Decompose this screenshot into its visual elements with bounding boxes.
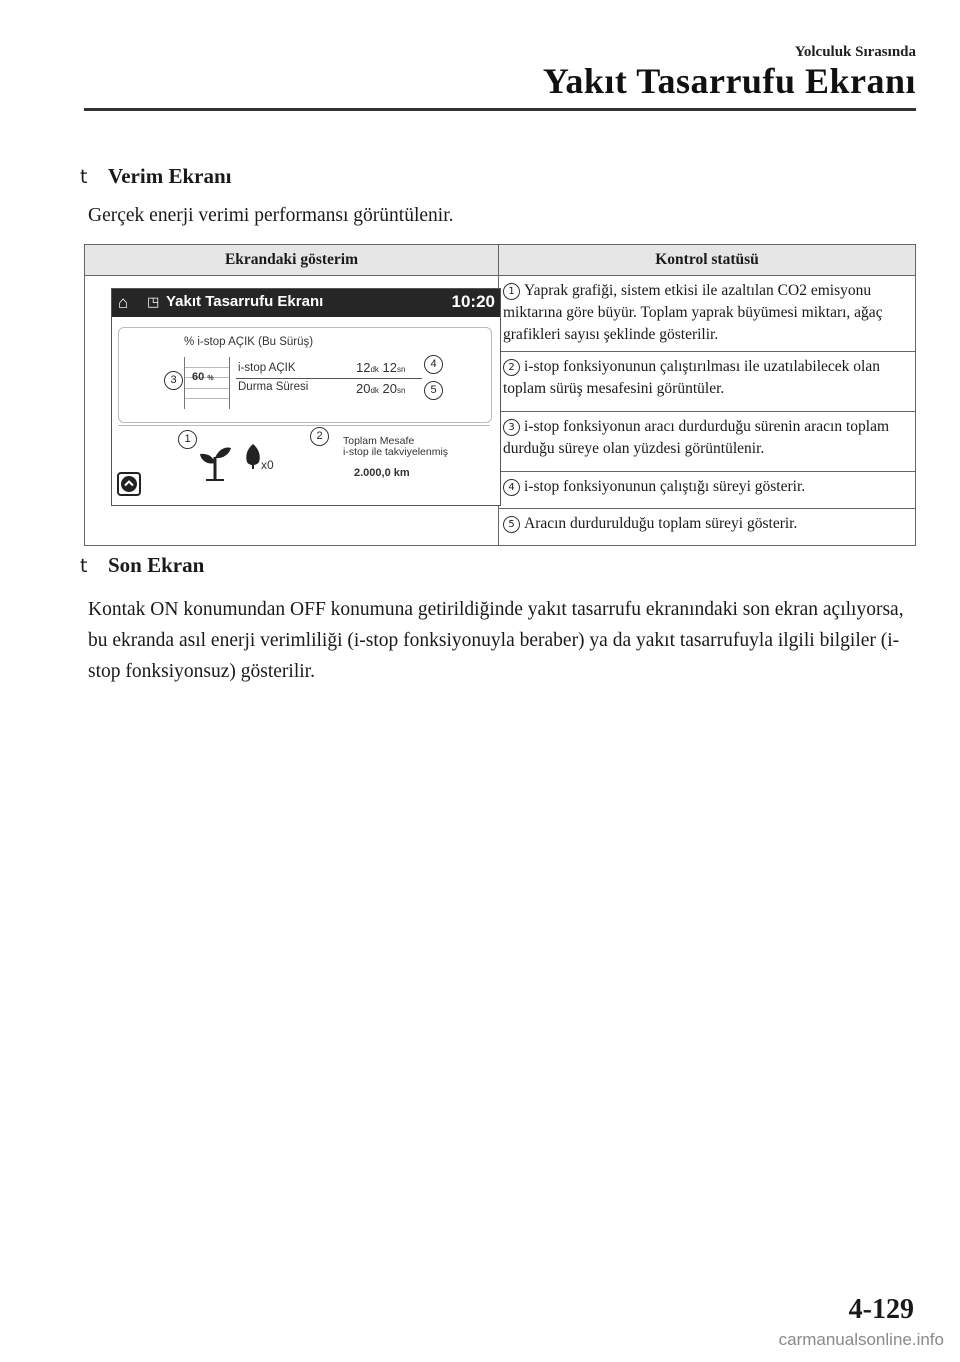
fuel-economy-screen (111, 288, 501, 506)
minute-unit: dk (370, 386, 379, 395)
istop-extended-label: i-stop ile takviyelenmiş (343, 446, 449, 458)
section-subtitle: Yolculuk Sırasında (794, 44, 916, 60)
istop-percent-label: % i-stop AÇIK (Bu Sürüş) (184, 336, 314, 348)
screen-clock: 10:20 (451, 292, 495, 311)
status-text: Aracın durdurulduğu toplam süreyi gösterir. (524, 515, 798, 532)
item-number: 3 (503, 419, 520, 436)
back-button[interactable] (117, 472, 141, 496)
app-icon: ◳ (147, 294, 160, 309)
stop-duration (356, 381, 405, 396)
tree-count: x0 (261, 458, 274, 472)
stop-time-label: Durma Süresi (238, 381, 309, 393)
istop-seconds: 12 (382, 360, 398, 375)
table-header-status: Kontrol statüsü (499, 245, 916, 276)
item-number: 2 (503, 359, 520, 376)
row-divider (236, 378, 422, 379)
screen-title: Yakıt Tasarrufu Ekranı (166, 293, 324, 310)
second-unit: sn (397, 365, 406, 374)
callout-5: 5 (424, 381, 443, 400)
watermark: carmanualsonline.info (778, 1330, 944, 1349)
son-paragraph: Kontak ON konumundan OFF konumuna getirildiğinde yakıt tasarrufu ekranındaki son ekran açılıyorsa, bu ekranda asıl enerji verimliliği (i-stop fonksiyonuyla beraber) ya da yakıt tasarrufuyla ilgili bilgiler (i-stop fonksiyonsuz) gösterilir. (88, 599, 904, 682)
status-text: Yaprak grafiği, sistem etkisi ile azaltılan CO2 emisyonu miktarına göre büyür. Toplam yaprak büyümesi miktarı, ağaç grafikleri sayısı şeklinde gösterilir. (503, 282, 883, 343)
display-illustration-cell (85, 276, 499, 546)
table-header-display: Ekrandaki gösterim (85, 245, 499, 276)
gauge-value (192, 371, 214, 383)
item-number: 4 (503, 479, 520, 496)
chevron-icon (119, 474, 139, 494)
page-number: 4-129 (848, 1294, 914, 1325)
status-cell (499, 276, 916, 352)
table-header-row (85, 245, 916, 276)
tree-icon (244, 443, 262, 469)
callout-3: 3 (164, 371, 183, 390)
screen-titlebar (112, 289, 500, 317)
stop-seconds: 20 (382, 381, 398, 396)
status-text: i-stop fonksiyonunun çalıştırılması ile uzatılabilecek olan toplam sürüş mesafesini görüntüler. (503, 358, 880, 397)
son-heading (80, 553, 204, 578)
status-cell (499, 509, 916, 546)
sprout-icon (198, 443, 232, 481)
total-distance-title: Toplam Mesafe (343, 435, 415, 447)
gauge-tick (185, 388, 229, 389)
istop-duration (356, 360, 405, 375)
status-cell (499, 412, 916, 472)
home-icon: ⌂ (118, 293, 129, 312)
gauge-number: 60 (192, 371, 205, 383)
distance-value: 2.000,0 km (354, 467, 410, 479)
bullet-icon: t (80, 554, 88, 577)
status-cell (499, 352, 916, 412)
item-number: 5 (503, 516, 520, 533)
verim-intro: Gerçek enerji verimi performansı görüntülenir. (88, 205, 454, 226)
table-row (85, 276, 916, 352)
page-title: Yakıt Tasarrufu Ekranı (542, 61, 916, 101)
status-text: i-stop fonksiyonun aracı durdurduğu sürenin aracın toplam durduğu süreye olan yüzdesi görüntülenir. (503, 418, 890, 457)
second-unit: sn (397, 386, 406, 395)
gauge-tick (185, 398, 229, 399)
stop-minutes: 20 (356, 381, 371, 396)
verim-heading (80, 164, 231, 189)
callout-1: 1 (178, 430, 197, 449)
istop-on-label: i-stop AÇIK (238, 362, 296, 374)
display-table (84, 244, 916, 546)
bullet-icon: t (80, 165, 88, 188)
header-divider (84, 108, 916, 111)
item-number: 1 (503, 283, 520, 300)
istop-minutes: 12 (356, 360, 371, 375)
callout-4: 4 (424, 355, 443, 374)
istop-gauge (184, 357, 230, 409)
status-text: i-stop fonksiyonunun çalıştığı süreyi gösterir. (524, 478, 806, 495)
total-distance-label (343, 436, 448, 458)
gauge-tick (185, 367, 229, 368)
gauge-unit: % (207, 375, 214, 382)
status-cell (499, 472, 916, 509)
verim-title: Verim Ekranı (108, 164, 232, 188)
minute-unit: dk (370, 365, 379, 374)
son-title: Son Ekran (108, 553, 205, 577)
callout-2: 2 (310, 427, 329, 446)
